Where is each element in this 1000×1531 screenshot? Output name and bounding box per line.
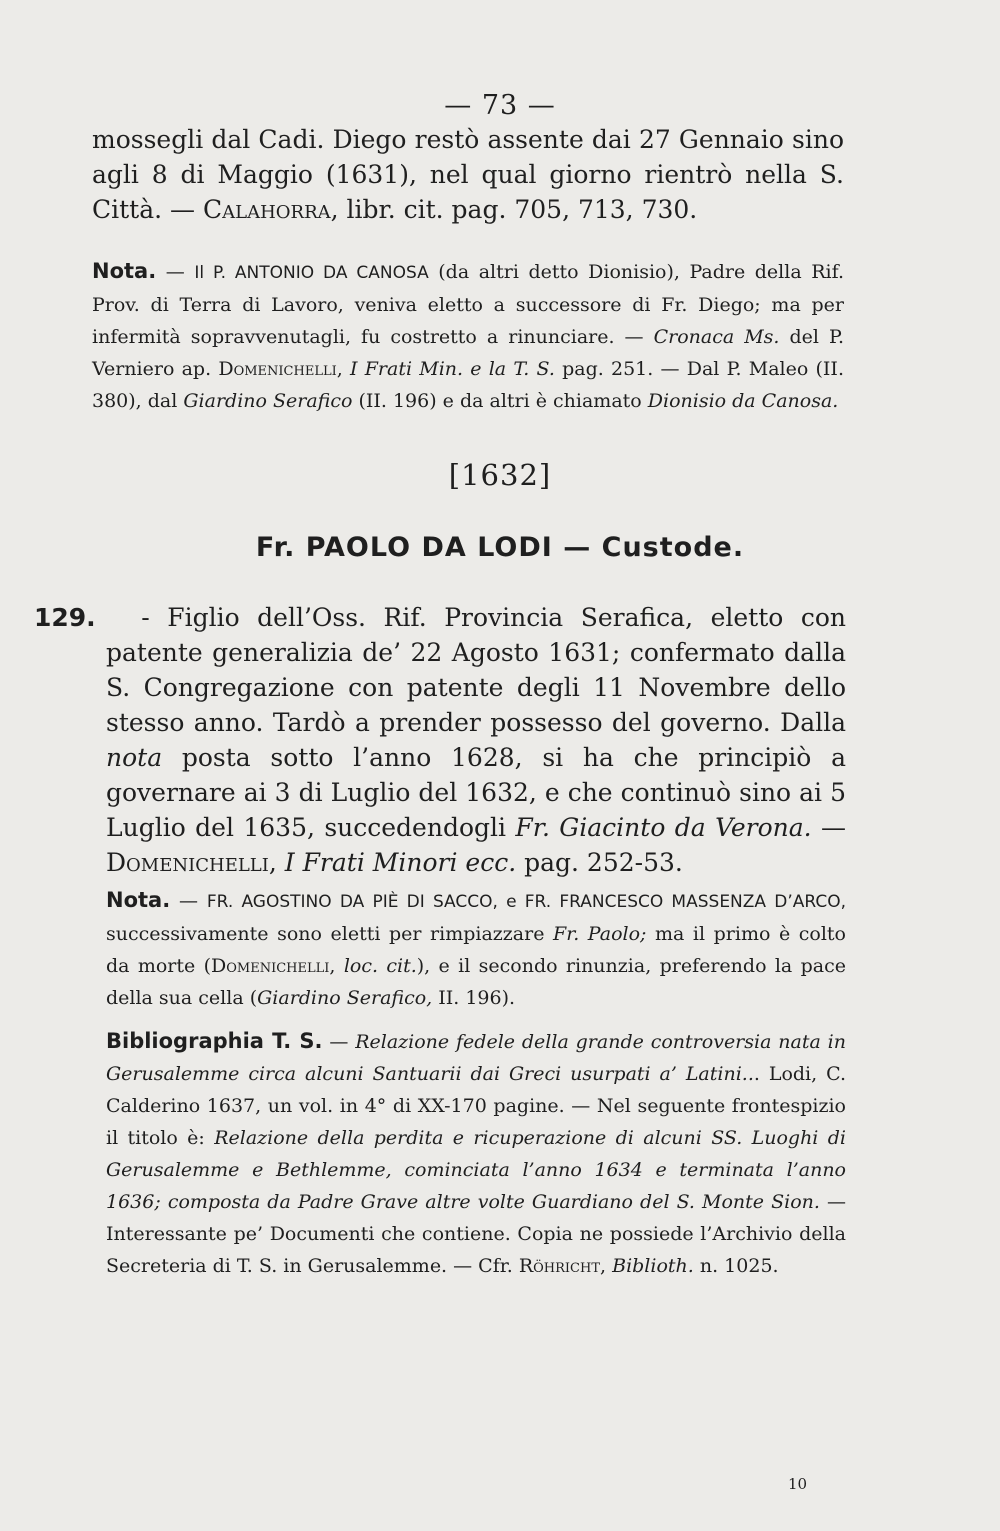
page-number: — 73 — <box>444 90 556 121</box>
note-label: Nota. <box>106 888 171 912</box>
bibliography-label: Bibliographia T. S. <box>106 1029 323 1053</box>
note-label: Nota. <box>92 259 157 283</box>
paragraph-number: 129. <box>34 603 96 632</box>
continuation-paragraph: mossegli dal Cadi. Diego restò assente dai 27 Gennaio sino agli 8 di Maggio (1631), nel qual giorno rientrò nella S. Città. — Calahorra, libr. cit. pag. 705, 713, 730. <box>92 125 844 224</box>
author-name: Calahorra <box>202 195 331 224</box>
note-person-names: FR. AGOSTINO DA PIÈ DI SACCO, e FR. FRANCESCO MASSENZA D’ARCO, <box>206 892 846 912</box>
year-heading: [1632] <box>448 458 552 492</box>
note-successors: Nota. — FR. AGOSTINO DA PIÈ DI SACCO, e FR. FRANCESCO MASSENZA D’ARCO, successivamente sono eletti per rimpiazzare Fr. Paolo; ma il primo è colto da morte (Domenichelli, loc. cit.), e il secondo rinunzia, preferendo la pace della sua cella (Giardino Serafico, II. 196). <box>106 888 846 1009</box>
printer-signature: 10 <box>788 1475 808 1493</box>
note-person-name: Il P. ANTONIO DA CANOSA <box>194 263 429 283</box>
paragraph-129: 129. - Figlio dell’Oss. Rif. Provincia Serafica, eletto con patente generalizia de’ 22 Agosto 1631; confermato dalla S. Congregazione con patente degli 11 Novembre dello stesso anno. Tardò a prender possesso del governo. Dalla nota posta sotto l’anno 1628, si ha che principiò a governare ai 3 di Luglio del 1632, e che continuò sino ai 5 Luglio del 1635, succedendogli Fr. Giacinto da Verona. — Domenichelli, I Frati Minori ecc. pag. 252-53. <box>34 603 846 877</box>
bibliography-paragraph: Bibliographia T. S. — Relazione fedele della grande controversia nata in Gerusalemme circa alcuni Santuarii dai Greci usurpati a’ Latini... Lodi, C. Calderino 1637, un vol. in 4° di XX-170 pagine. — Nel seguente frontespizio il titolo è: Relazione della perdita e ricuperazione di alcuni SS. Luoghi di Gerusalemme e Bethlemme, cominciata l’anno 1634 e terminata l’anno 1636; composta da Padre Grave altre volte Guardiano del S. Monte Sion. — Interessante pe’ Documenti che contiene. Copia ne possiede l’Archivio della Secreteria di T. S. in Gerusalemme. — Cfr. Röhricht, Biblioth. n. 1025. <box>106 1029 846 1277</box>
section-heading: Fr. PAOLO DA LODI — Custode. <box>255 532 745 563</box>
note-antonio-da-canosa: Nota. — Il P. ANTONIO DA CANOSA (da altri detto Dionisio), Padre della Rif. Prov. di Terra di Lavoro, veniva eletto a successore di Fr. Diego; ma per infermità sopravvenutagli, fu costretto a rinunciare. — Cronaca Ms. del P. Verniero ap. Domenichelli, I Frati Min. e la T. S. pag. 251. — Dal P. Maleo (II. 380), dal Giardino Serafico (II. 196) e da altri è chiamato Dionisio da Canosa. <box>92 259 844 412</box>
